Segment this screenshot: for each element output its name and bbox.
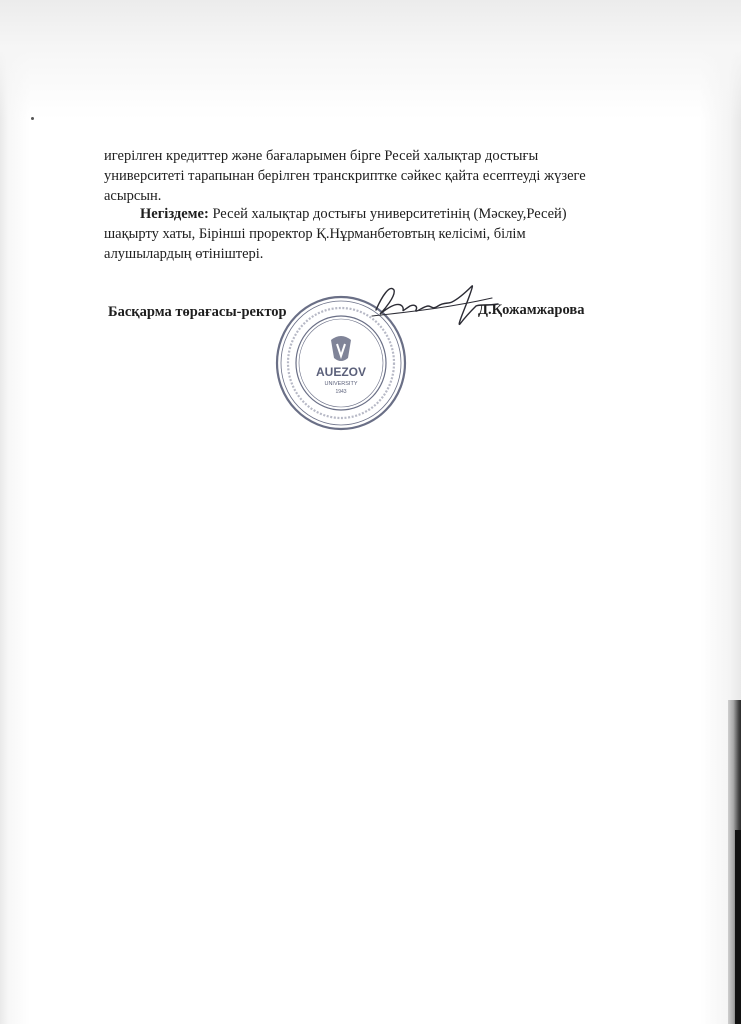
- seal-logo-text: AUEZOV: [315, 365, 367, 379]
- page-edge-dark: [735, 830, 741, 1024]
- paragraph-basis: [104, 204, 630, 264]
- paragraph-line: асырсын.: [104, 188, 162, 204]
- top-shadow: [0, 0, 741, 120]
- paragraph-line: университеті тарапынан берілген транскриптке сәйкес қайта есептеуді жүзеге: [104, 168, 586, 184]
- speck-mark: [31, 117, 34, 120]
- paragraph-line: алушылардың өтініштері.: [104, 246, 264, 262]
- paragraph-line: игерілген кредиттер және бағаларымен бірге Ресей халықтар достығы: [104, 148, 539, 164]
- paragraph-line: [104, 204, 630, 224]
- signatory-name: Д.Қожамжарова: [478, 302, 585, 318]
- seal-year: 1943: [335, 389, 347, 395]
- seal-sub-text: UNIVERSITY: [324, 381, 358, 387]
- signatory-title: Басқарма төрағасы-ректор: [108, 304, 287, 320]
- paragraph-line: шақырту хаты, Бірінші проректор Қ.Нұрманбетовтың келісімі, білім: [104, 226, 526, 242]
- paragraph-recalculation: [104, 146, 630, 206]
- basis-text: Ресей халықтар достығы университетінің (Мәскеу,Ресей): [212, 206, 567, 222]
- basis-label: Негіздеме:: [140, 206, 209, 222]
